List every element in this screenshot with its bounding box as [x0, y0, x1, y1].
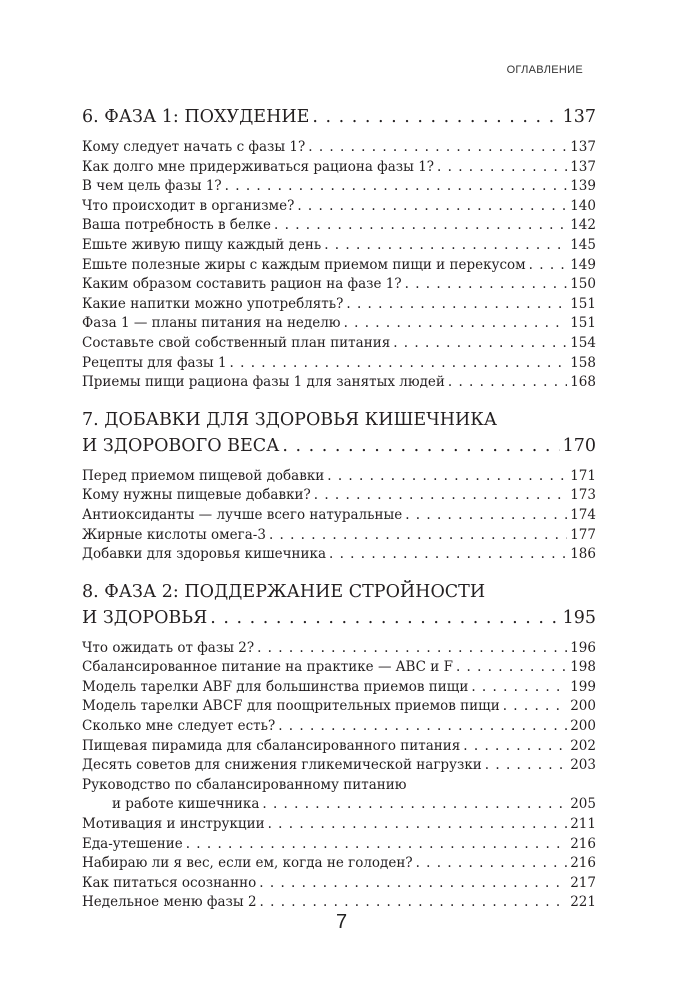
entry-title: Сколько мне следует есть? — [82, 718, 276, 735]
entry-page: 158 — [570, 354, 596, 371]
toc-entry[interactable] — [82, 545, 596, 565]
leader-dots — [344, 314, 568, 334]
leader-dots — [324, 236, 567, 256]
entry-page: 202 — [570, 737, 596, 754]
leader-dots — [346, 295, 567, 315]
chapter-page: 137 — [562, 107, 596, 127]
entry-title: Каким образом составить рацион на фазе 1? — [82, 276, 402, 293]
entry-page: 211 — [570, 816, 596, 833]
leader-dots — [405, 506, 567, 526]
entry-title: Ешьте живую пищу каждый день — [82, 236, 322, 253]
chapter-heading[interactable] — [82, 433, 596, 459]
chapter-section — [82, 104, 596, 393]
entry-page: 149 — [570, 256, 596, 273]
entry-title: Составьте свой собственный план питания — [82, 334, 391, 351]
chapter-section — [82, 407, 596, 565]
page-number: 7 — [335, 911, 348, 933]
chapter-heading[interactable] — [82, 605, 596, 631]
toc-entry[interactable] — [82, 795, 596, 815]
entry-title: Как долго мне придерживаться рациона фазы 1? — [82, 158, 435, 175]
toc-entry[interactable] — [82, 236, 596, 256]
entry-title: Десять советов для снижения гликемической нагрузки — [82, 757, 482, 774]
entry-page: 216 — [570, 835, 596, 852]
entry-page: 217 — [570, 874, 596, 891]
toc-entry[interactable] — [82, 874, 596, 894]
entry-title: Пищевая пирамида для сбалансированного питания — [82, 737, 461, 754]
entry-title: Фаза 1 — планы питания на неделю — [82, 315, 341, 332]
entry-title-continuation: и работе кишечника — [112, 796, 260, 813]
entry-title: Кому нужны пищевые добавки? — [82, 487, 311, 504]
leader-dots — [259, 874, 567, 894]
leader-dots — [503, 697, 568, 717]
leader-dots — [314, 486, 567, 506]
entry-page: 171 — [570, 467, 596, 484]
entry-title: Что происходит в организме? — [82, 197, 295, 214]
entry-title: В чем цель фазы 1? — [82, 178, 222, 195]
chapter-title-line[interactable]: 8. ФАЗА 2: ПОДДЕРЖАНИЕ СТРОЙНОСТИ — [82, 581, 486, 602]
toc-entry[interactable] — [82, 697, 596, 717]
toc-entry[interactable] — [82, 373, 596, 393]
toc-entry[interactable] — [82, 467, 596, 487]
entry-title: Модель тарелки ABF для большинства приемов пищи — [82, 678, 469, 695]
toc-entry[interactable] — [82, 658, 596, 678]
entry-page: 216 — [570, 855, 596, 872]
chapter-page: 170 — [562, 435, 596, 456]
leader-dots — [257, 639, 567, 659]
leader-dots — [225, 177, 568, 197]
leader-dots — [312, 104, 559, 130]
entry-title: Жирные кислоты омега-3 — [82, 526, 266, 543]
table-of-contents — [82, 104, 596, 927]
leader-dots — [329, 545, 567, 565]
entry-title: Как питаться осознанно — [82, 874, 257, 891]
entry-page: 174 — [570, 506, 596, 523]
chapter-section — [82, 579, 596, 913]
toc-entry[interactable] — [82, 639, 596, 659]
chapter-title: И ЗДОРОВОГО ВЕСА — [82, 435, 280, 456]
toc-entry[interactable] — [82, 756, 596, 776]
entry-title: Еда-утешение — [82, 835, 183, 852]
leader-dots — [529, 256, 568, 276]
toc-entry[interactable] — [82, 354, 596, 374]
entry-title: Сбалансированное питание на практике — ABC и F — [82, 659, 453, 676]
chapter-title: 6. ФАЗА 1: ПОХУДЕНИЕ — [82, 107, 310, 127]
toc-entry[interactable] — [82, 256, 596, 276]
leader-dots — [448, 373, 567, 393]
entry-page: 139 — [570, 178, 596, 195]
entry-title: Рецепты для фазы 1 — [82, 354, 227, 371]
leader-dots — [269, 526, 567, 546]
toc-entry[interactable] — [82, 275, 596, 295]
entry-page: 142 — [570, 217, 596, 234]
toc-entry[interactable] — [82, 835, 596, 855]
toc-entry[interactable] — [82, 815, 596, 835]
entry-page: 200 — [570, 698, 596, 715]
toc-entry[interactable] — [82, 486, 596, 506]
entry-page: 198 — [570, 659, 596, 676]
entry-page: 221 — [570, 894, 596, 911]
toc-entry[interactable] — [82, 526, 596, 546]
entry-title: Антиоксиданты — лучше всего натуральные — [82, 506, 403, 523]
toc-entry[interactable] — [82, 177, 596, 197]
toc-entry[interactable] — [82, 678, 596, 698]
entry-page: 203 — [570, 757, 596, 774]
entry-page: 151 — [570, 315, 596, 332]
entry-page: 186 — [570, 546, 596, 563]
entry-title: Перед приемом пищевой добавки — [82, 467, 325, 484]
entry-title: Добавки для здоровья кишечника — [82, 546, 327, 563]
entry-page: 145 — [570, 236, 596, 253]
entry-title: Мотивация и инструкции — [82, 816, 265, 833]
toc-entry[interactable] — [82, 314, 596, 334]
leader-dots — [416, 854, 568, 874]
chapter-heading[interactable] — [82, 104, 596, 130]
toc-entry[interactable] — [82, 737, 596, 757]
leader-dots — [230, 354, 568, 374]
entry-page: 200 — [570, 718, 596, 735]
entry-page: 173 — [570, 487, 596, 504]
leader-dots — [308, 138, 567, 158]
toc-entry[interactable] — [82, 854, 596, 874]
leader-dots — [262, 795, 567, 815]
leader-dots — [463, 737, 567, 757]
leader-dots — [186, 835, 568, 855]
entry-page: 177 — [570, 526, 596, 543]
leader-dots — [274, 216, 567, 236]
chapter-title-line[interactable]: 7. ДОБАВКИ ДЛЯ ЗДОРОВЬЯ КИШЕЧНИКА — [82, 409, 498, 430]
entry-title: Приемы пищи рациона фазы 1 для занятых людей — [82, 374, 445, 391]
running-header: ОГЛАВЛЕНИЕ — [506, 64, 583, 76]
entry-title: Набираю ли я вес, если ем, когда не голоден? — [82, 855, 413, 872]
leader-dots — [437, 158, 567, 178]
toc-entry[interactable] — [82, 216, 596, 236]
leader-dots — [456, 658, 567, 678]
leader-dots — [327, 467, 567, 487]
leader-dots — [210, 605, 559, 631]
leader-dots — [282, 433, 559, 459]
entry-title: Что ожидать от фазы 2? — [82, 639, 255, 656]
toc-entry[interactable] — [82, 506, 596, 526]
toc-entry[interactable] — [82, 334, 596, 354]
entry-title: Недельное меню фазы 2 — [82, 894, 257, 911]
entry-title: Кому следует начать с фазы 1? — [82, 139, 306, 155]
entry-page: 150 — [570, 276, 596, 293]
leader-dots — [485, 756, 567, 776]
entry-page: 137 — [570, 139, 596, 155]
toc-entry[interactable] — [82, 295, 596, 315]
entry-page: 168 — [570, 374, 596, 391]
leader-dots — [278, 717, 567, 737]
leader-dots — [297, 197, 567, 217]
entry-page: 140 — [570, 197, 596, 214]
leader-dots — [268, 815, 568, 835]
leader-dots — [471, 678, 567, 698]
chapter-page: 195 — [562, 607, 596, 628]
entry-title: Модель тарелки ABCF для поощрительных приемов пищи — [82, 698, 500, 715]
leader-dots — [393, 334, 567, 354]
entry-page: 196 — [570, 639, 596, 656]
entry-title: Ешьте полезные жиры с каждым приемом пищи и перекусом — [82, 256, 526, 273]
toc-entry[interactable] — [82, 138, 596, 158]
entry-title: Какие напитки можно употреблять? — [82, 295, 344, 312]
entry-title: Ваша потребность в белке — [82, 217, 272, 234]
entry-page: 137 — [570, 158, 596, 175]
toc-entry-title-line[interactable]: Руководство по сбалансированному питанию — [82, 776, 407, 793]
leader-dots — [405, 275, 568, 295]
entry-page: 205 — [570, 796, 596, 813]
toc-entry[interactable] — [82, 717, 596, 737]
entry-page: 154 — [570, 334, 596, 351]
toc-entry[interactable] — [82, 197, 596, 217]
toc-entry[interactable] — [82, 158, 596, 178]
entry-page: 151 — [570, 295, 596, 312]
chapter-title: И ЗДОРОВЬЯ — [82, 607, 208, 628]
entry-page: 199 — [570, 678, 596, 695]
